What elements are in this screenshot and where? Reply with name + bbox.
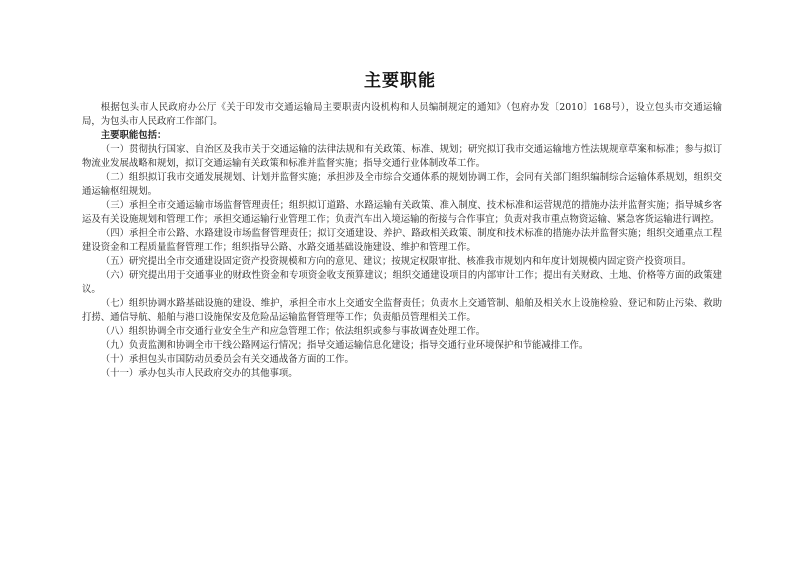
page-title: 主要职能	[364, 71, 436, 91]
document-body	[82, 101, 722, 381]
duty-item-8: （八）组织协调全市交通行业安全生产和应急管理工作；依法组织或参与事故调查处理工作。	[100, 326, 486, 337]
duty-item-9: （九）负责监测和协调全市干线公路网运行情况；指导交通运输信息化建设；指导交通行业环境保护和节能减排工作。	[100, 340, 589, 351]
duty-item-6: （六）研究提出用于交通事业的财政性资金和专项资金收支预算建议；组织交通建设项目的内部审计工作；提出有关财政、土地、价格等方面的政策建议。	[82, 270, 722, 295]
duty-item-11: （十一）承办包头市人民政府交办的其他事项。	[100, 368, 298, 379]
duty-item-4: （四）承担全市公路、水路建设市场监督管理责任；拟订交通建设、养护、路政相关政策、制度和技术标准的措施办法并监督实施；组织交通重点工程建设资金和工程质量监督管理工作；组织指导公路、水路交通基础设施建设、维护和管理工作。	[82, 228, 722, 253]
intro-paragraph: 根据包头市人民政府办公厅《关于印发市交通运输局主要职责内设机构和人员编制规定的通知》（包府办发〔2010〕168号），设立包头市交通运输局，为包头市人民政府工作部门。	[82, 102, 722, 127]
duty-item-2: （二）组织拟订我市交通发展规划、计划并监督实施；承担涉及全市综合交通体系的规划协调工作，会同有关部门组织编制综合运输体系规划，组织交通运输枢纽规划。	[82, 172, 722, 197]
section-heading: 主要职能包括：	[100, 130, 167, 141]
duty-item-7: （七）组织协调水路基础设施的建设、维护，承担全市水上交通安全监督责任；负责水上交通管制、船舶及相关水上设施检验、登记和防止污染、救助打捞、通信导航、船舶与港口设施保安及危险品运输监督管理等工作；负责船员管理相关工作。	[82, 298, 722, 323]
duty-item-3: （三）承担全市交通运输市场监督管理责任；组织拟订道路、水路运输有关政策、准入制度、技术标准和运营规范的措施办法并监督实施；指导城乡客运及有关设施规划和管理工作；承担交通运输行业管理工作；负责汽车出入境运输的衔接与合作事宜；负责对我市重点物资运输、紧急客货运输进行调控。	[82, 200, 722, 225]
duty-item-10: （十）承担包头市国防动员委员会有关交通战备方面的工作。	[100, 354, 354, 365]
duty-item-5: （五）研究提出全市交通建设固定资产投资规模和方向的意见、建议；按规定权限审批、核准我市规划内和年度计划规模内固定资产投资项目。	[100, 256, 692, 267]
duty-item-1: （一）贯彻执行国家、自治区及我市关于交通运输的法律法规和有关政策、标准、规划；研究拟订我市交通运输地方性法规规章草案和标准；参与拟订物流业发展战略和规划，拟订交通运输有关政策和标准并监督实施；指导交通行业体制改革工作。	[82, 144, 722, 169]
